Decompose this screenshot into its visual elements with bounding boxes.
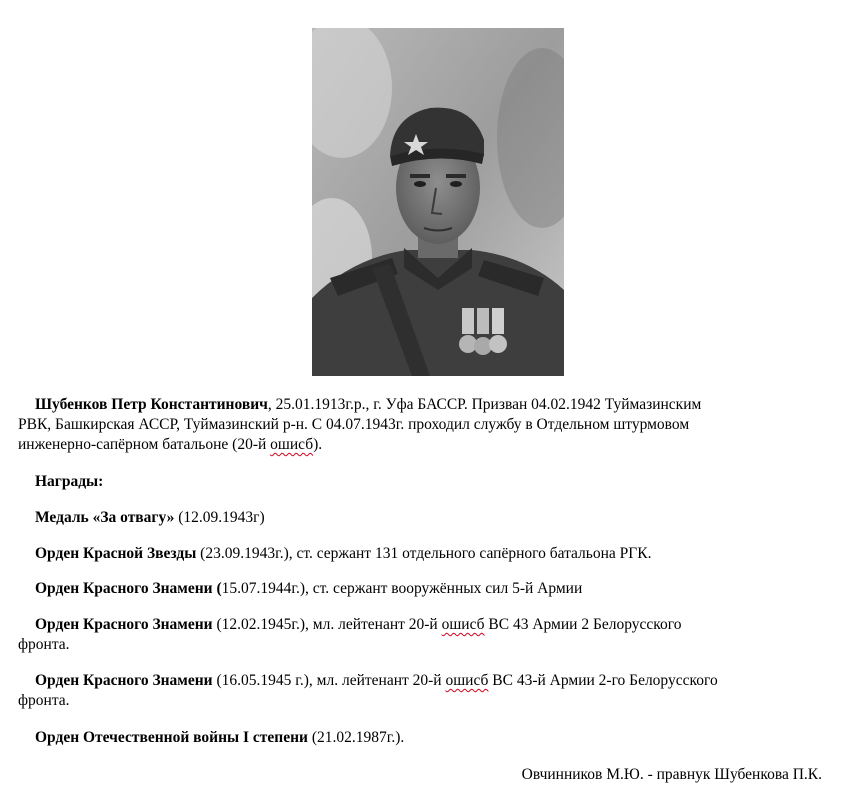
awards-heading xyxy=(18,472,865,492)
award-name: Орден Красной Звезды xyxy=(35,545,197,562)
award-name: Орден Красного Знамени xyxy=(35,616,213,633)
award-details: (21.02.1987г.). xyxy=(307,729,405,746)
soldier-name: Шубенков Петр Константинович xyxy=(35,396,268,413)
unit-abbreviation: ошисб xyxy=(270,436,314,453)
award-name: Орден Красного Знамени ( xyxy=(35,580,222,597)
biography-paragraph xyxy=(18,395,848,455)
bio-line-1: , 25.01.1913г.р., г. Уфа БАССР. Призван 04.02.1942 Туймазинским xyxy=(267,396,702,413)
portrait-photo xyxy=(312,28,564,376)
award-details-end: ВС 43-й Армии 2-го Белорусского xyxy=(488,672,718,689)
bio-line-3-end: ). xyxy=(313,436,323,453)
award-details-end: ВС 43 Армии 2 Белорусского xyxy=(484,616,682,633)
award-item xyxy=(18,544,865,564)
award-details: (23.09.1943г.), ст. сержант 131 отдельного сапёрного батальона РГК. xyxy=(196,545,652,562)
award-details: 15.07.1944г.), ст. сержант вооружённых сил 5-й Армии xyxy=(221,580,583,597)
bio-line-2: РВК, Башкирская АССР, Туймазинский р-н. С 04.07.1943г. проходил службу в Отдельном штурмовом xyxy=(18,416,690,433)
awards-heading-text: Награды: xyxy=(35,473,104,490)
soldier-portrait-image xyxy=(312,28,564,376)
award-details-continued: фронта. xyxy=(18,692,70,709)
award-details: (12.09.1943г) xyxy=(174,509,265,526)
award-item xyxy=(18,579,865,599)
award-name: Орден Красного Знамени xyxy=(35,672,213,689)
award-item xyxy=(18,508,865,528)
award-details: (12.02.1945г.), мл. лейтенант 20-й xyxy=(212,616,442,633)
unit-abbreviation: ошисб xyxy=(441,616,485,633)
unit-abbreviation: ошисб xyxy=(445,672,489,689)
award-name: Орден Отечественной войны I степени xyxy=(35,729,308,746)
award-details-continued: фронта. xyxy=(18,636,70,653)
author-signature: Овчинников М.Ю. - правнук Шубенкова П.К. xyxy=(521,766,822,783)
bio-line-3: инженерно-сапёрном батальоне (20-й xyxy=(18,436,271,453)
award-name: Медаль «За отвагу» xyxy=(35,509,175,526)
award-details: (16.05.1945 г.), мл. лейтенант 20-й xyxy=(212,672,446,689)
award-item xyxy=(18,671,848,711)
award-item xyxy=(18,728,865,748)
award-item xyxy=(18,615,848,655)
